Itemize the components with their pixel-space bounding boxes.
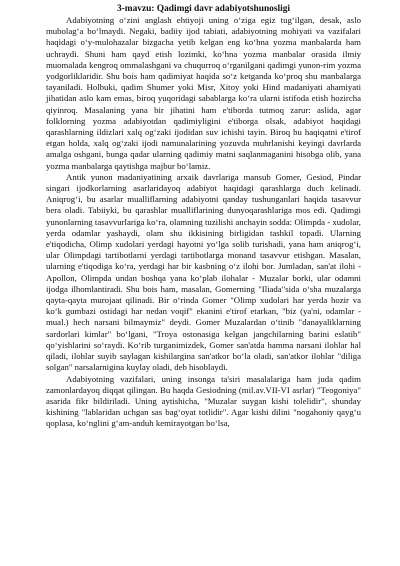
paragraph-1: Adabiyotning o‘zini anglash ehtiyoji uning o‘ziga egiz tug‘ilgan, desak, aslo mubolag‘a bo‘lmaydi. Negaki, badiiy ijod tabiati, adabiyotning mohiyati va vazifalari haqidagi o‘y-mulohazalar bizgacha yetib kelgan eng ko‘hna yozma manbalarda ham uchraydi. Shuni ham qayd etish lozimki, ko‘hna yozma manbalar orasida ilmiy muomalada kengroq ommalashgani va chuqurroq o‘rganilgani qadimgi yunon-rim yozma yodgorliklaridir. Shu bois ham qadimiyat haqida so‘z ketganda ko‘proq shu manbalarga tayaniladi. Holbuki, qadim Shumer yoki Misr, Xitoy yoki Hind madaniyati ahamiyati jihatidan aslo kam emas, biroq yuqoridagi sabablarga ko‘ra ularni istifoda etish hozircha qiyinroq. Masalaning yana bir jihatini ham e'tiborda tutmoq zarur: aslida, agar folklorning yozma adabiyotdan qadimiyligini e'tiborga olsak, adabiyot haqidagi qarashlarning ildizlari xalq og‘zaki ijodidan suv ichishi tayin. Biroq bu haqiqatni e'tirof etgan holda, xalq og‘zaki ijodi namunalarining yozuvda muhrlanishi keyingi davrlarda amalga oshgani, bunga qadar ularning qadimiy matni saqlanmaganini hisobga olib, yana yozma manbalarga qaytishga majbur bo‘lamiz.	[46, 15, 361, 171]
document-title: 3-mavzu: Qadimgi davr adabiyotshunosligi	[116, 4, 291, 14]
document-body	[46, 3, 361, 430]
paragraph-3: Adabiyotning vazifalari, uning insonga ta'siri masalalariga ham juda qadim zamonlardayoq diqqat qilingan. Bu haqda Gesiodning (mil.av.VII-VI asrlar) "Teogoniya" asarida fikr bildiriladi. Uning aytishicha, "Muzalar suygan kishi tolelidir", shunday kishining "lablaridan uchgan sas bag‘oyat totlidir". Agar kishi dilini "nogahoniy qayg‘u qoplasa, ko‘nglini g‘am-anduh kemirayotgan bo‘lsa,	[46, 373, 361, 429]
paragraph-2: Antik yunon madaniyatining arxaik davrlariga mansub Gomer, Gesiod, Pindar singari ijodkorlarning asarlaridayoq adabiyot haqidagi qarashlarga duch kelinadi. Aniqrog‘i, bu asarlar mualliflarning adabiyotni qanday tushunganlari haqida tasavvur bera oladi. Tabiiyki, bu qarashlar mualliflarining dunyoqarashlariga mos edi. Qadimgi yunonlarning tasavvurlariga ko‘ra, olamning tuzilishi anchayin sodda: Olimpda - xudolar, yerda odamlar yashaydi, olam shu ikkisining birligidan tashkil topadi. Ularning e'tiqodicha, Olimp xudolari yerdagi hayotni yo‘lga solib turishadi, yana ham aniqrog‘i, ular Olimpdagi tartibotlarni yerdagi tartibotlarga monand tasavvur etishgan. Masalan, ularning e'tiqodiga ko‘ra, yerdagi har bir kasbning o‘z ilohi bor. Jumladan, san'at ilohi - Apollon, Olimpda undan boshqa yana ko‘plab ilohalar - Muzalar borki, ular odamni ijodga ilhomlantiradi. Shu bois ham, masalan, Gomerning "Iliada"sida o‘sha muzalarga qayta-qayta murojaat qilinadi. Bir o‘rinda Gomer "Olimp xudolari har yerda hozir va ko‘k gumbazi ostidagi har nedan voqif" ekanini e'tirof etarkan, "biz (ya'ni, odamlar - mual.) hech narsani bilmaymiz" deydi. Gomer Muzalardan o‘tinib "danayaliklarning sardorlari kimlar" bo‘lgani, "Troya ostonasiga kelgan jangchilarning barini eslatib" qo‘yishlarini so‘raydi. Ko‘rib turganimizdek, Gomer san'atda hamma narsani ilohlar hal qiladi, ilohlar suyib saylagan kishilargina san'atkor bo‘la oladi, san'atkor ilohlar "diliga solgan" narsalarnigina kuylay oladi, deb hisoblaydi.	[46, 171, 361, 373]
